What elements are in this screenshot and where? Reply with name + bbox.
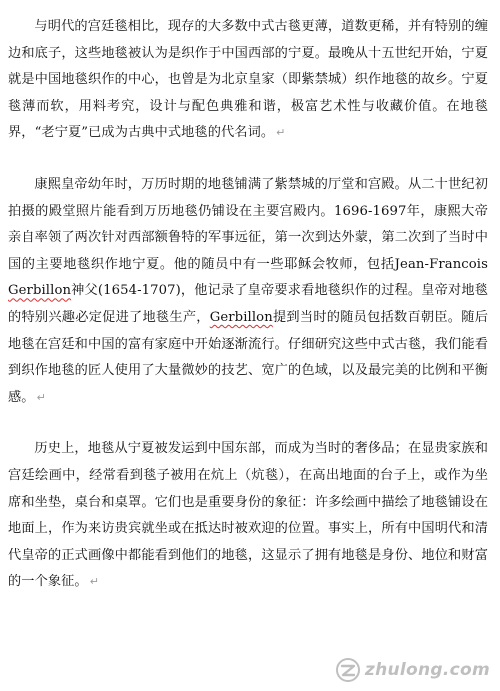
paragraph-mark-icon: ↵ [36,390,46,404]
spellcheck-word-gerbillon-2: Gerbillon [209,309,273,325]
paragraph-3-text: 历史上，地毯从宁夏被发运到中国东部，而成为当时的奢侈品；在显贵家族和宫廷绘画中，经常看到毯子被用在炕上（炕毯），在高出地面的台子上，或作为坐席和坐垫，桌台和桌罩。它们也是重要身份的象征：许多绘画中描绘了地毯铺设在地面上，作为来访贵宾就坐或在抵达时被欢迎的位置。事实上，所有中国明代和清代皇帝的正式画像中都能看到他们的地毯，这显示了拥有地毯是身份、地位和财富的一个象征。 [8,441,488,590]
paragraph-mark-icon: ↵ [89,575,100,589]
paragraph-3 [8,436,488,596]
paragraph-2-text-c: 提到当时的随员包括数百朝臣。随后地毯在宫廷和中国的富有家庭中开始逐渐流行。仔细研究这些中式古毯，我们能看到织作地毯的匠人使用了大量微妙的技艺、宽广的色域，以及最完美的比例和平衡感。 [8,309,488,405]
paragraph-2-text-b: 神父(1654-1707)，他记录了皇帝要求看地毯织作的过程。皇帝对地毯的特别兴趣必定促进了地毯生产， [8,283,488,325]
paragraph-1 [8,14,488,147]
paragraph-2 [8,172,488,411]
paragraph-1-text: 与明代的宫廷毯相比，现存的大多数中式古毯更薄，道数更稀，并有特别的缠边和底子，这些地毯被认为是织作于中国西部的宁夏。最晚从十五世纪开始，宁夏就是中国地毯织作的中心，也曾是为北京皇家（即紫禁城）织作地毯的故乡。宁夏毯薄而软，用料考究，设计与配色典雅和谐，极富艺术性与收藏价值。在地毯界，“老宁夏”已成为古典中式地毯的代名词。 [8,19,488,141]
paragraph-2-text-a: 康熙皇帝幼年时，万历时期的地毯铺满了紫禁城的厅堂和宫殿。从二十世纪初拍摄的殿堂照片能看到万历地毯仍铺设在主要宫殿内。1696-1697年，康熙大帝亲自率领了两次针对西部额鲁特的军事远征，第一次到达外蒙，第二次到了当时中国的主要地毯织作地宁夏。他的随员中有一些耶稣会牧师，包括Jean-Francois [8,176,488,272]
paragraph-mark-icon: ↵ [276,126,286,140]
watermark-text: zhulong.com [364,660,490,680]
spellcheck-word-gerbillon: Gerbillon [8,283,72,299]
